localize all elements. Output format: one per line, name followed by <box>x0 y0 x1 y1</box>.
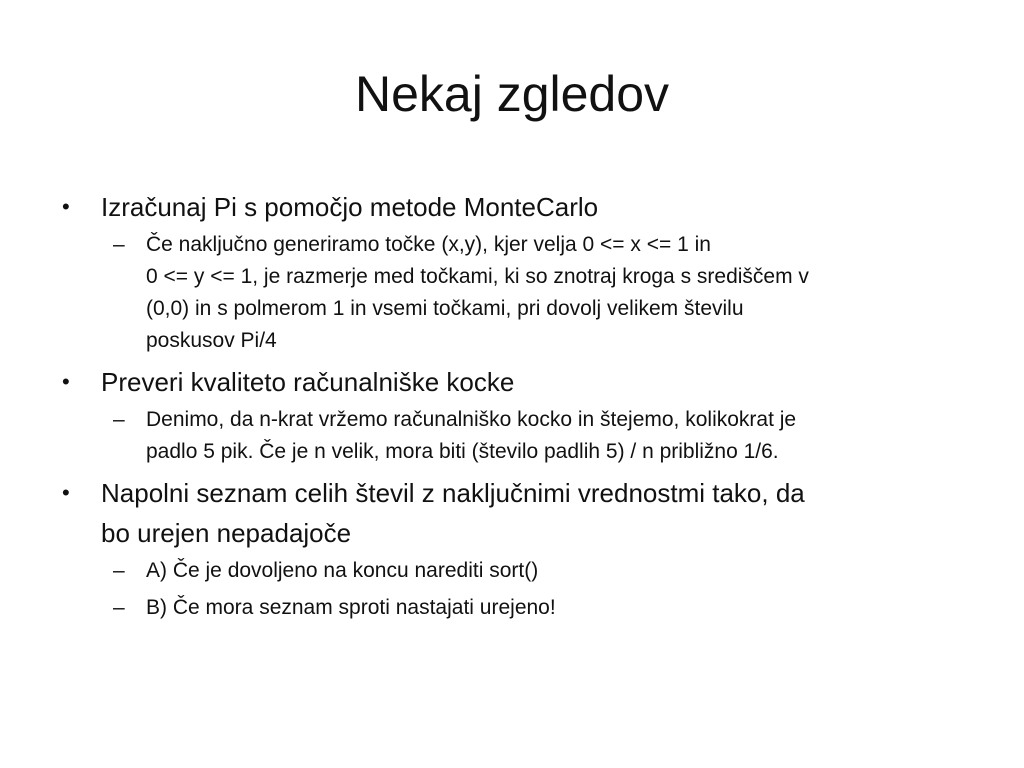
sub-item-montecarlo-description <box>60 229 960 357</box>
sub-item-line: padlo 5 pik. Če je n velik, mora biti (število padlih 5) / n približno 1/6. <box>146 440 779 463</box>
dash-icon: – <box>113 559 125 582</box>
sub-item-dice-description <box>60 404 960 468</box>
sub-item-line: 0 <= y <= 1, je razmerje med točkami, ki so znotraj kroga s središčem v <box>146 265 809 288</box>
sub-item-line: poskusov Pi/4 <box>146 329 277 352</box>
sub-item-line: Denimo, da n-krat vržemo računalniško kocko in štejemo, kolikokrat je <box>146 408 797 431</box>
sub-item-option-a <box>60 555 960 587</box>
bullet-text: Izračunaj Pi s pomočjo metode MonteCarlo <box>101 192 599 222</box>
bullet-line: Napolni seznam celih števil z naključnimi vrednostmi tako, da <box>101 478 805 508</box>
sub-item-line: (0,0) in s polmerom 1 in vsemi točkami, pri dovolj velikem številu <box>146 297 744 320</box>
sub-item-line: A) Če je dovoljeno na koncu narediti sort() <box>146 559 539 582</box>
bullet-icon: • <box>62 194 70 219</box>
dash-icon: – <box>113 233 125 256</box>
sub-item-line: Če naključno generiramo točke (x,y), kjer velja 0 <= x <= 1 in <box>146 233 711 256</box>
bullet-item-sorted-list <box>60 473 960 553</box>
bullet-line: bo urejen nepadajoče <box>101 518 352 548</box>
slide-content <box>60 187 960 629</box>
bullet-item-dice <box>60 362 960 402</box>
sub-item-option-b <box>60 592 960 624</box>
dash-icon: – <box>113 408 125 431</box>
sub-item-line: B) Če mora seznam sproti nastajati urejeno! <box>146 596 556 619</box>
bullet-icon: • <box>62 480 70 505</box>
bullet-text: Preveri kvaliteto računalniške kocke <box>101 367 515 397</box>
bullet-icon: • <box>62 369 70 394</box>
slide-title: Nekaj zgledov <box>354 66 670 122</box>
bullet-item-montecarlo <box>60 187 960 227</box>
dash-icon: – <box>113 596 125 619</box>
